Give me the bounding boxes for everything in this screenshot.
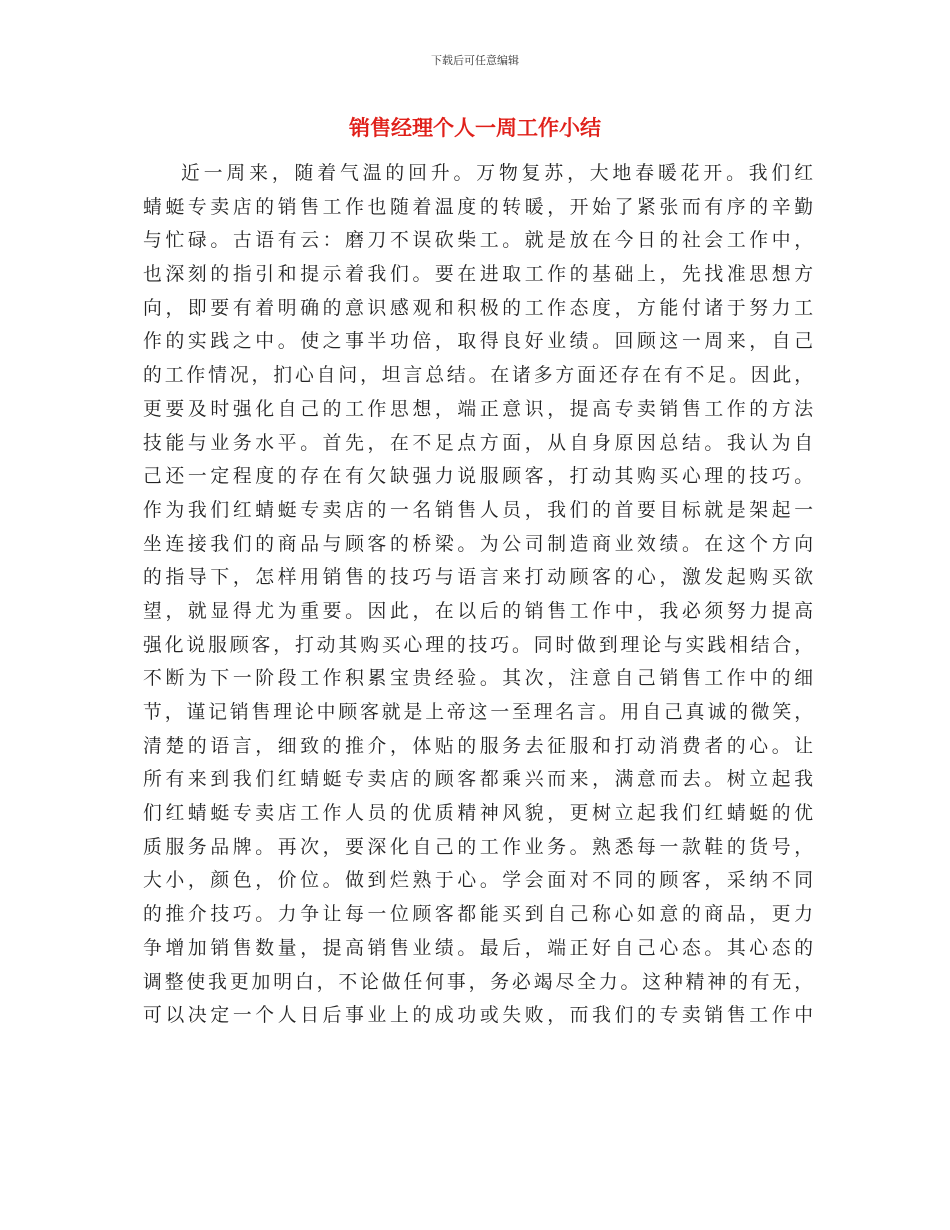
paragraph-line: 质服务品牌。再次，要深化自己的工作业务。熟悉每一款鞋的货号， <box>143 836 813 858</box>
paragraph-line: 与忙碌。古语有云：磨刀不误砍柴工。就是放在今日的社会工作中， <box>143 230 813 252</box>
paragraph-line: 坐连接我们的商品与顾客的桥梁。为公司制造商业效绩。在这个方向 <box>143 533 813 555</box>
paragraph-line: 作为我们红蜻蜓专卖店的一名销售人员，我们的首要目标就是架起一 <box>143 499 813 521</box>
paragraph-line: 争增加销售数量，提高销售业绩。最后，端正好自己心态。其心态的 <box>143 937 813 959</box>
paragraph-line: 向，即要有着明确的意识感观和积极的工作态度，方能付诸于努力工 <box>143 297 813 319</box>
paragraph-line: 们红蜻蜓专卖店工作人员的优质精神风貌，更树立起我们红蜻蜓的优 <box>143 803 813 825</box>
paragraph-line: 清楚的语言，细致的推介，体贴的服务去征服和打动消费者的心。让 <box>143 735 813 757</box>
paragraph-line: 作的实践之中。使之事半功倍，取得良好业绩。回顾这一周来，自己 <box>143 331 813 353</box>
paragraph-line: 可以决定一个人日后事业上的成功或失败，而我们的专卖销售工作中 <box>143 1005 813 1027</box>
paragraph-line: 所有来到我们红蜻蜓专卖店的顾客都乘兴而来，满意而去。树立起我 <box>143 769 813 791</box>
paragraph-line: 不断为下一阶段工作积累宝贵经验。其次，注意自己销售工作中的细 <box>143 668 813 690</box>
paragraph-line: 的指导下，怎样用销售的技巧与语言来打动顾客的心，激发起购买欲 <box>143 567 813 589</box>
body-paragraph <box>143 157 813 1033</box>
paragraph-line: 望，就显得尤为重要。因此，在以后的销售工作中，我必须努力提高 <box>143 600 813 622</box>
paragraph-line: 也深刻的指引和提示着我们。要在进取工作的基础上，先找准思想方 <box>143 264 813 286</box>
paragraph-line: 强化说服顾客，打动其购买心理的技巧。同时做到理论与实践相结合， <box>143 634 813 656</box>
paragraph-line: 近一周来，随着气温的回升。万物复苏，大地春暖花开。我们红 <box>181 163 813 184</box>
paragraph-line: 大小，颜色，价位。做到烂熟于心。学会面对不同的顾客，采纳不同 <box>143 870 813 892</box>
paragraph-line: 调整使我更加明白，不论做任何事，务必竭尽全力。这种精神的有无， <box>143 971 813 993</box>
paragraph-line: 节，谨记销售理论中顾客就是上帝这一至理名言。用自己真诚的微笑， <box>143 702 813 723</box>
paragraph-line: 技能与业务水平。首先，在不足点方面，从自身原因总结。我认为自 <box>143 432 813 454</box>
paragraph-line: 的工作情况，扪心自问，坦言总结。在诸多方面还存在有不足。因此， <box>143 365 813 387</box>
paragraph-line: 更要及时强化自己的工作思想，端正意识，提高专卖销售工作的方法 <box>143 398 813 420</box>
paragraph-line: 蜻蜓专卖店的销售工作也随着温度的转暖，开始了紧张而有序的辛勤 <box>143 196 813 218</box>
paragraph-line: 己还一定程度的存在有欠缺强力说服顾客，打动其购买心理的技巧。 <box>143 466 813 488</box>
page-header-note: 下载后可任意编辑 <box>431 54 519 67</box>
paragraph-line: 的推介技巧。力争让每一位顾客都能买到自己称心如意的商品，更力 <box>143 904 813 926</box>
document-title: 销售经理个人一周工作小结 <box>349 116 601 140</box>
